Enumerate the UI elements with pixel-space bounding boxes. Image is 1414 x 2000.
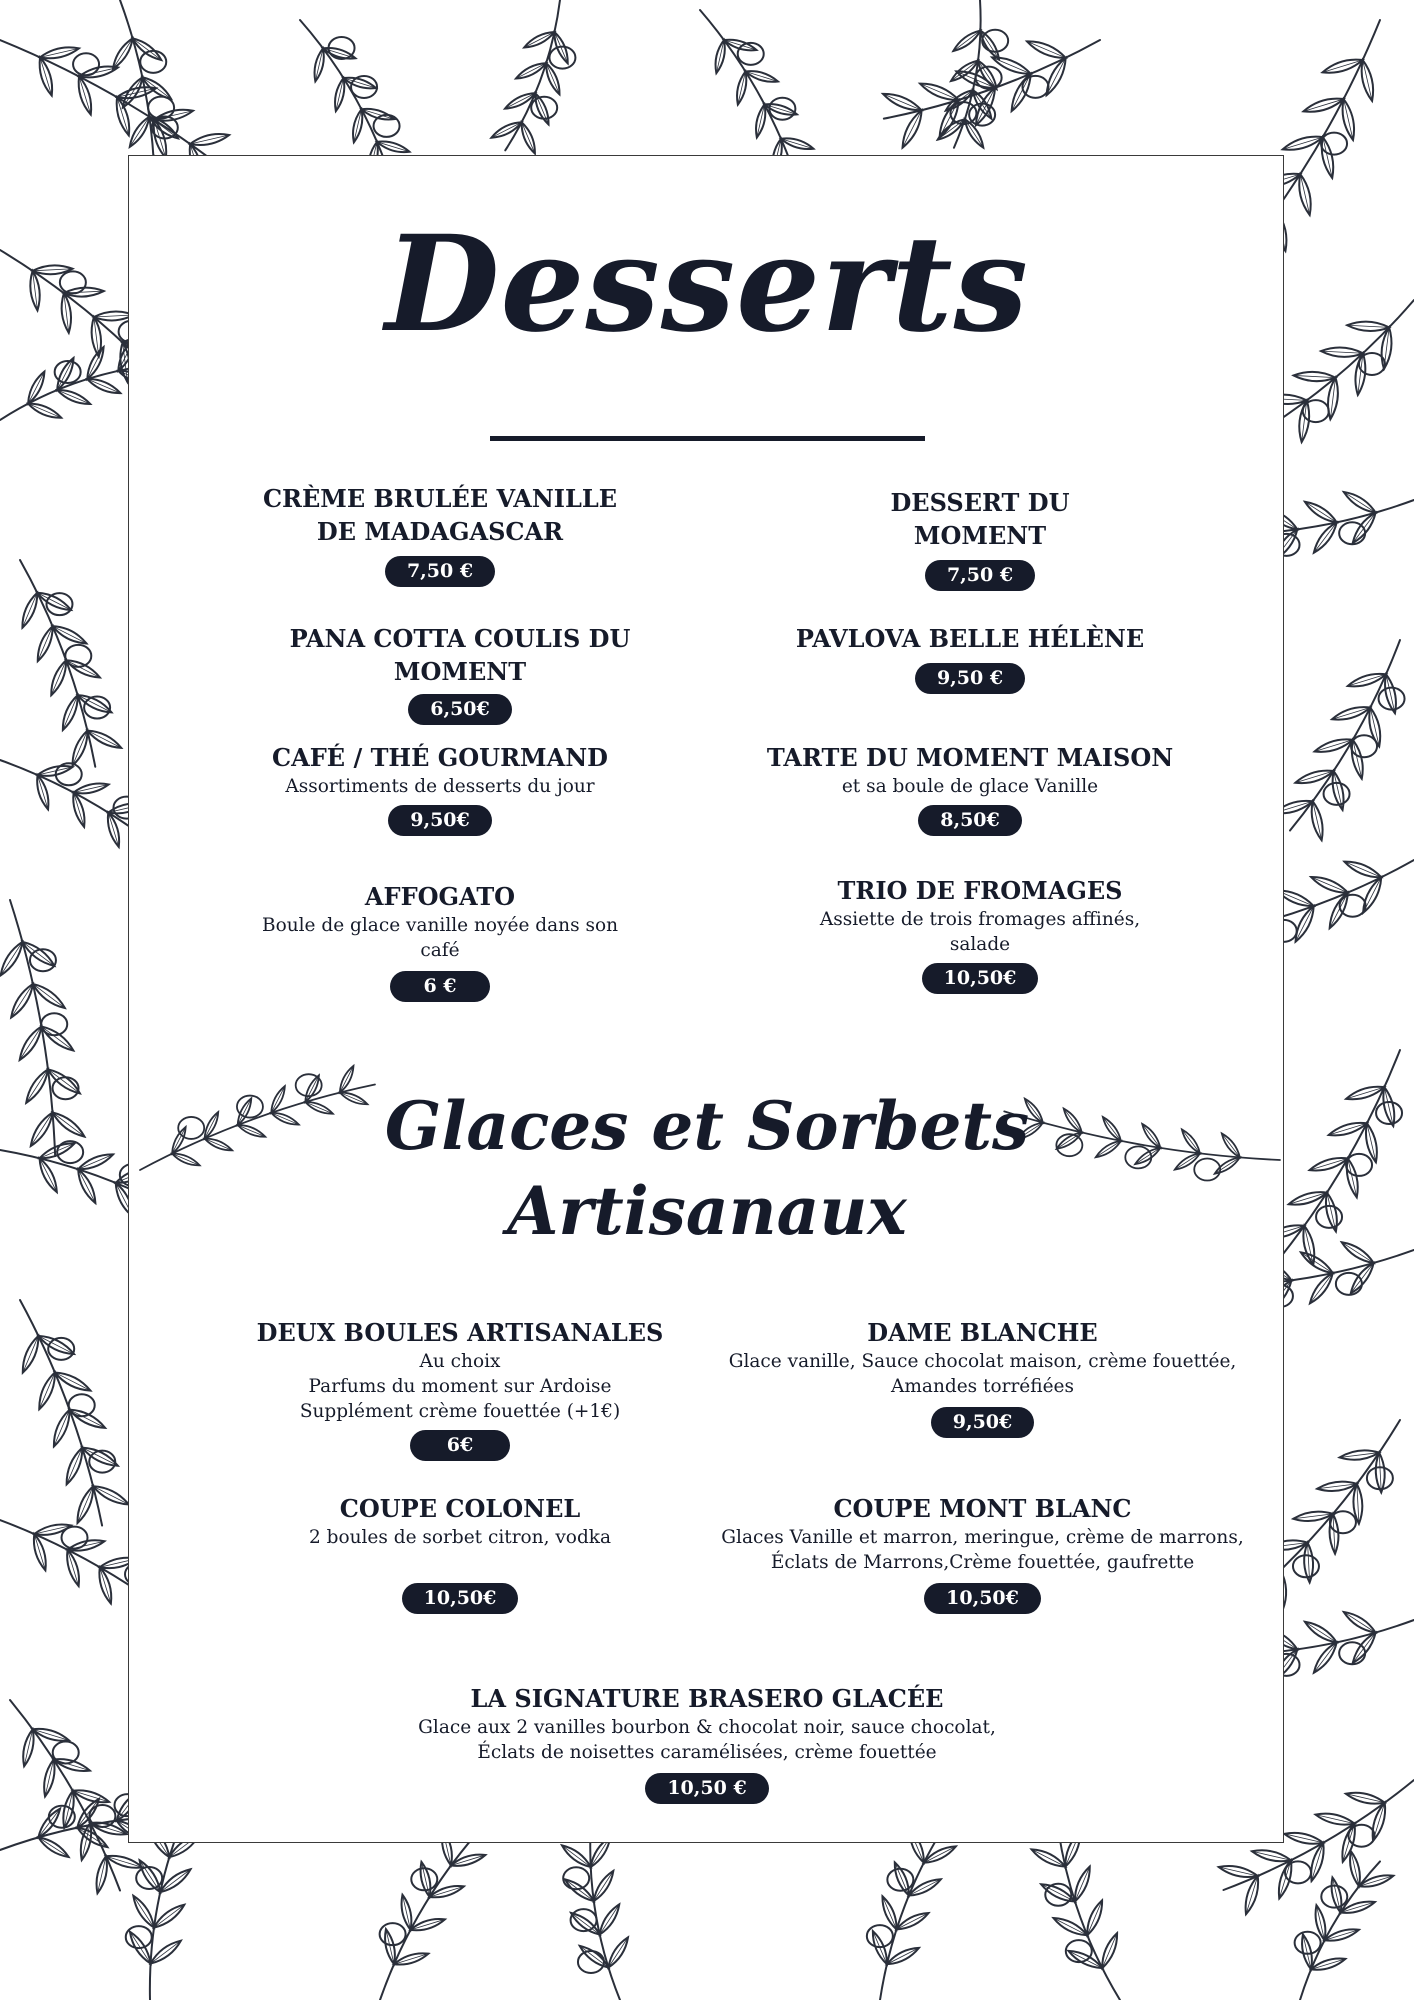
item-name: PANA COTTA COULIS DU MOMENT xyxy=(289,624,631,686)
signature-item xyxy=(357,1682,1057,1804)
item-name: TRIO DE FROMAGES xyxy=(837,876,1123,905)
item-name: COUPE COLONEL xyxy=(339,1494,581,1523)
item-description: 2 boules de sorbet citron, vodka xyxy=(308,1527,612,1548)
item-name: CAFÉ / THÉ GOURMAND xyxy=(272,743,608,772)
item-description: Parfums du moment sur Ardoise xyxy=(308,1376,612,1397)
price-badge: 6€ xyxy=(410,1430,510,1461)
item-description: Éclats de Marrons,Crème fouettée, gaufrette xyxy=(770,1552,1195,1573)
item-name: LA SIGNATURE BRASERO GLACÉE xyxy=(470,1684,944,1713)
item-description: Au choix xyxy=(419,1351,501,1372)
dessert-item xyxy=(240,482,640,587)
ice-cream-item xyxy=(240,1316,680,1461)
item-name: DAME BLANCHE xyxy=(867,1318,1098,1347)
ice-cream-item xyxy=(250,1492,670,1614)
item-description: Boule de glace vanille noyée dans son café xyxy=(261,915,618,961)
item-description: Glaces Vanille et marron, meringue, crème de marrons, xyxy=(721,1527,1244,1548)
price-badge: 8,50€ xyxy=(918,805,1022,836)
item-name: COUPE MONT BLANC xyxy=(833,1494,1132,1523)
ice-cream-item xyxy=(705,1492,1260,1614)
item-name: DEUX BOULES ARTISANALES xyxy=(256,1318,664,1347)
price-badge: 10,50 € xyxy=(645,1773,768,1804)
dessert-item xyxy=(770,622,1170,694)
price-badge: 10,50€ xyxy=(924,1583,1041,1614)
item-name: CRÈME BRULÉE VANILLE DE MADAGASCAR xyxy=(262,484,618,546)
price-badge: 7,50 € xyxy=(925,560,1035,591)
price-badge: 6 € xyxy=(390,971,490,1002)
item-name: AFFOGATO xyxy=(364,882,516,911)
price-badge: 10,50€ xyxy=(402,1583,519,1614)
item-description: et sa boule de glace Vanille xyxy=(841,776,1099,797)
item-name: PAVLOVA BELLE HÉLÈNE xyxy=(795,624,1145,653)
dessert-item xyxy=(240,741,640,836)
dessert-item xyxy=(760,741,1180,836)
dessert-item xyxy=(220,622,700,725)
price-badge: 9,50€ xyxy=(931,1407,1035,1438)
section-title-line2: Artisanaux xyxy=(507,1172,907,1250)
item-description: Éclats de noisettes caramélisées, crème fouettée xyxy=(477,1742,937,1763)
price-badge: 9,50 € xyxy=(915,663,1025,694)
section-title: Glaces et Sorbets xyxy=(384,1087,1030,1165)
page-title: Desserts xyxy=(385,207,1029,362)
price-badge: 7,50 € xyxy=(385,556,495,587)
price-badge: 10,50€ xyxy=(922,963,1039,994)
dessert-item xyxy=(255,880,625,1002)
item-description: Assortiments de desserts du jour xyxy=(285,776,595,797)
price-badge: 6,50€ xyxy=(408,694,512,725)
dessert-item xyxy=(860,486,1100,591)
price-badge: 9,50€ xyxy=(388,805,492,836)
ice-cream-item xyxy=(710,1316,1255,1438)
item-description: Supplément crème fouettée (+1€) xyxy=(299,1401,621,1422)
item-description: Amandes torréfiées xyxy=(891,1376,1074,1397)
item-description: Assiette de trois fromages affinés, salade xyxy=(819,909,1141,955)
item-name: TARTE DU MOMENT MAISON xyxy=(766,743,1174,772)
item-name: DESSERT DU MOMENT xyxy=(890,488,1070,550)
item-description: Glace vanille, Sauce chocolat maison, crème fouettée, xyxy=(728,1351,1237,1372)
item-description: Glace aux 2 vanilles bourbon & chocolat noir, sauce chocolat, xyxy=(418,1717,996,1738)
dessert-item xyxy=(800,874,1160,994)
title-underline xyxy=(490,436,925,441)
